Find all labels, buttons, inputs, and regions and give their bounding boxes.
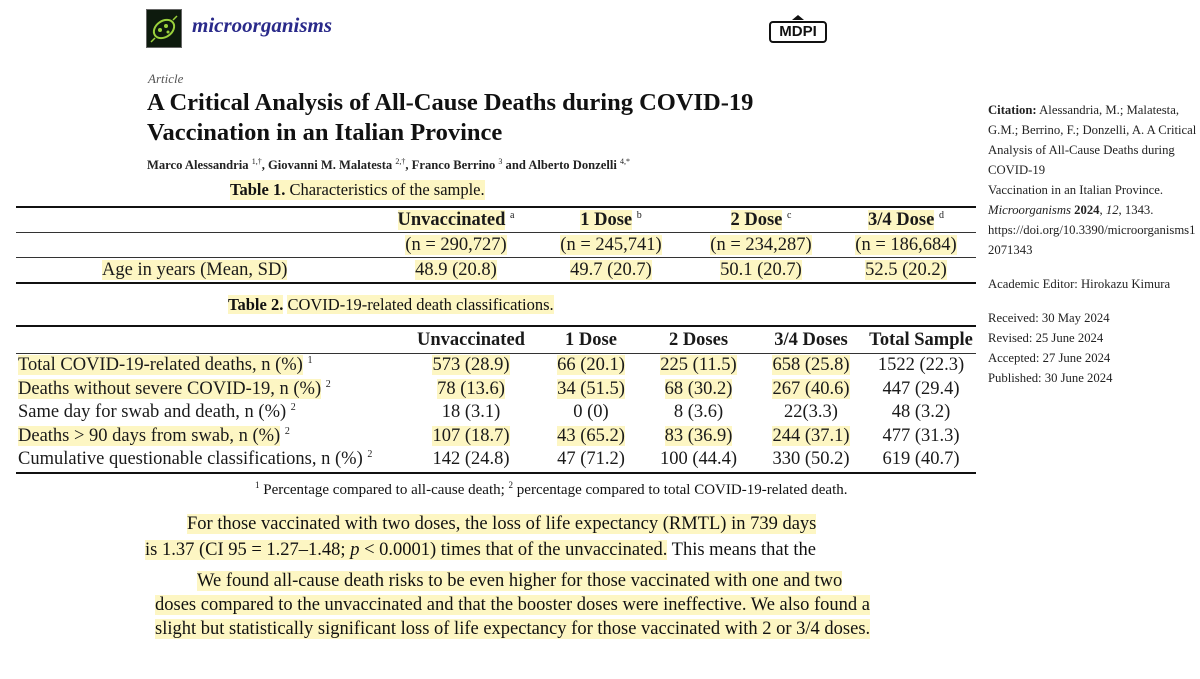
- table2-row-label: [16, 401, 401, 425]
- table2-cell: [866, 448, 976, 473]
- author-name[interactable]: Alberto Donzelli: [528, 158, 617, 173]
- table1-n-row: [16, 233, 976, 258]
- table2-cell: [641, 401, 756, 425]
- table2-footnote: [255, 480, 848, 499]
- cell-value: 477 (31.3): [882, 425, 960, 446]
- citation-label: Citation:: [988, 103, 1037, 117]
- table2-caption-text: COVID-19-related death classifications.: [287, 295, 554, 314]
- cell-value: 83 (36.9): [664, 425, 733, 446]
- table1-cell: [836, 258, 976, 284]
- row-label-text: Deaths without severe COVID-19, n (%): [18, 378, 322, 399]
- author-affil: 2,†: [395, 157, 406, 166]
- table2-row-label: [16, 354, 401, 378]
- cell-value: 48 (3.2): [891, 402, 951, 423]
- table2-col-header: Total Sample: [866, 326, 976, 354]
- author-affil: 1,†: [251, 157, 262, 166]
- date-received: Received: 30 May 2024: [988, 311, 1110, 325]
- citation-pages: 1343.: [1124, 203, 1154, 217]
- table1-n: (n = 186,684): [855, 234, 957, 255]
- publisher-label: MDPI: [779, 23, 817, 40]
- table2-cell: [401, 378, 541, 402]
- table2-cell: [641, 354, 756, 378]
- table1-caption-label: Table 1.: [230, 180, 286, 199]
- citation-journal: Microorganisms: [988, 203, 1071, 217]
- cell-value: 658 (25.8): [772, 355, 850, 376]
- table2-col-header: 3/4 Doses: [756, 326, 866, 354]
- para1-line2c: This means that the: [671, 540, 817, 560]
- table1: [16, 206, 976, 284]
- table1-value: 52.5 (20.2): [865, 259, 947, 280]
- row-sup: 2: [290, 402, 296, 414]
- table1-col-label: Unvaccinated: [397, 209, 506, 230]
- table1-col-sup: d: [938, 209, 944, 221]
- cell-value: 78 (13.6): [437, 378, 505, 399]
- cell-value: 447 (29.4): [882, 378, 960, 399]
- title-line-2: Vaccination in an Italian Province: [147, 119, 503, 146]
- author-list: Marco Alessandria $^{1,\dagger}$, Giovanni M. Malatesta $^{2,\dagger}$, Franco Berrino $^3$ and Alberto Donzelli $^{4,*}$: [147, 157, 630, 173]
- table1-cell: [376, 233, 536, 258]
- article-type: Article: [148, 71, 184, 86]
- table1-col-header: [836, 207, 976, 233]
- table1-n: (n = 234,287): [710, 234, 812, 255]
- row-label-text: Deaths > 90 days from swab, n (%): [18, 425, 281, 446]
- article-title: [147, 88, 753, 148]
- table1-empty: [16, 233, 376, 258]
- table1-cell: [536, 233, 686, 258]
- table2-cell: [756, 378, 866, 402]
- journal-logo: [146, 9, 182, 48]
- table2-header-row: [16, 326, 976, 354]
- author-affil: 4,*: [619, 157, 630, 166]
- cell-value: 34 (51.5): [557, 378, 625, 399]
- table1-value: 48.9 (20.8): [415, 259, 497, 280]
- cell-value: 8 (3.6): [673, 402, 724, 423]
- table2-caption-label: Table 2.: [228, 295, 284, 314]
- date-accepted: Accepted: 27 June 2024: [988, 351, 1111, 365]
- author-name[interactable]: Giovanni M. Malatesta: [268, 158, 393, 173]
- footnote-sup: 1: [255, 480, 260, 490]
- table2-cell: [756, 425, 866, 449]
- para2-text: We found all-cause death risks to be even higher for those vaccinated with one and two doses compared to the unvaccinated and that the booster doses were ineffective. We also found a slight but statistically significant loss of life expectancy for those vaccinated with 2 or 3/4 doses.: [155, 571, 871, 639]
- author-affil: 3: [498, 157, 503, 166]
- cell-value: 18 (3.1): [441, 402, 501, 423]
- table2-cell: [866, 401, 976, 425]
- academic-editor: Academic Editor: Hirokazu Kimura: [988, 277, 1171, 291]
- table1-value: 49.7 (20.7): [570, 259, 652, 280]
- table2-cell: [541, 354, 641, 378]
- table2-col-header: 2 Doses: [641, 326, 756, 354]
- table1-cell: [376, 258, 536, 284]
- article-info-sidebar: [988, 100, 1198, 388]
- table-row: [16, 448, 976, 473]
- table1-col-label: 3/4 Dose: [868, 209, 935, 230]
- table2-cell: [401, 425, 541, 449]
- table1-col-header: [376, 207, 536, 233]
- table2-cell: [866, 378, 976, 402]
- table1-col-label: 2 Dose: [730, 209, 783, 230]
- cell-value: 47 (71.2): [557, 449, 625, 470]
- row-label-text: Cumulative questionable classifications, n (%): [18, 449, 363, 470]
- table-row: [16, 425, 976, 449]
- table2-row-label: [16, 425, 401, 449]
- cell-value: 142 (24.8): [432, 449, 510, 470]
- journal-name[interactable]: microorganisms: [192, 13, 333, 37]
- table1-col-header: [536, 207, 686, 233]
- footnote-text-2: percentage compared to total COVID-19-related death.: [516, 482, 848, 498]
- table1-row-label-text: Age in years (Mean, SD): [102, 259, 288, 280]
- cell-value: 66 (20.1): [557, 355, 625, 376]
- cell-value: 330 (50.2): [772, 449, 850, 470]
- table2-cell: [756, 448, 866, 473]
- table2-cell: [756, 354, 866, 378]
- table1-col-sup: a: [510, 209, 515, 221]
- para1-line2-highlight: [145, 540, 667, 560]
- cell-value: 225 (11.5): [660, 355, 737, 376]
- citation: [988, 100, 1198, 180]
- para1-line2b: < 0.0001) times that of the unvaccinated.: [364, 540, 668, 560]
- footnote-text-1: Percentage compared to all-cause death;: [263, 482, 505, 498]
- table1-row-label: [16, 258, 376, 284]
- table2-cell: [541, 378, 641, 402]
- citation-text: Alessandria, M.; Malatesta, G.M.; Berrino, F.; Donzelli, A. A Critical Analysis of All-Cause Deaths during COVID-19: [988, 103, 1197, 177]
- author-name[interactable]: Marco Alessandria: [147, 158, 249, 173]
- cell-value: 100 (44.4): [659, 449, 738, 470]
- table2-row-label: [16, 448, 401, 473]
- cell-value: 573 (28.9): [432, 355, 510, 376]
- cell-value: 107 (18.7): [432, 425, 510, 446]
- table2-cell: [756, 401, 866, 425]
- para1-line1: For those vaccinated with two doses, the loss of life expectancy (RMTL) in 739 days: [187, 514, 817, 534]
- table1-n: (n = 290,727): [405, 234, 507, 255]
- body-paragraph-2: [155, 569, 880, 641]
- table2-col-header: 1 Dose: [541, 326, 641, 354]
- table2-col-header: Unvaccinated: [401, 326, 541, 354]
- row-sup: 2: [325, 378, 331, 390]
- table2-cell: [641, 425, 756, 449]
- cell-value: 619 (40.7): [882, 449, 960, 470]
- table2-cell: [641, 448, 756, 473]
- row-sup: 1: [307, 355, 313, 367]
- row-label-text: Same day for swab and death, n (%): [18, 402, 287, 423]
- table1-caption-text: Characteristics of the sample.: [289, 180, 485, 199]
- table-row: [16, 378, 976, 402]
- cell-value: 68 (30.2): [664, 378, 733, 399]
- table1-header-row: [16, 207, 976, 233]
- row-sup: 2: [367, 449, 373, 461]
- table1-cell: [836, 233, 976, 258]
- row-sup: 2: [284, 425, 290, 437]
- author-name[interactable]: Franco Berrino: [411, 158, 496, 173]
- footnote-sup: 2: [508, 480, 514, 490]
- p-symbol: p: [350, 540, 360, 560]
- publisher-logo[interactable]: [768, 14, 828, 46]
- table2-cell: [401, 354, 541, 378]
- cell-value: 267 (40.6): [772, 378, 850, 399]
- date-revised: Revised: 25 June 2024: [988, 331, 1104, 345]
- table2-cell: [641, 378, 756, 402]
- table1-cell: [686, 233, 836, 258]
- table1-cell: [686, 258, 836, 284]
- table1-value: 50.1 (20.7): [720, 259, 802, 280]
- table2-cell: [866, 425, 976, 449]
- citation-year: 2024: [1074, 203, 1100, 217]
- table2-cell: [541, 425, 641, 449]
- table2-caption: [228, 295, 554, 315]
- citation-volume: 12: [1105, 203, 1119, 217]
- para1-line2a: is 1.37 (CI 95 = 1.27–1.48;: [145, 540, 346, 560]
- table-row: [16, 401, 976, 425]
- citation-text-2: Vaccination in an Italian Province.: [988, 183, 1164, 197]
- citation-cont: Vaccination in an Italian Province. Microorganisms 2024, 12, 1343.: [988, 183, 1164, 217]
- row-label-text: Total COVID-19-related deaths, n (%): [18, 355, 303, 376]
- cell-value: 244 (37.1): [772, 425, 850, 446]
- cell-value: 0 (0): [573, 402, 609, 423]
- cell-value: 22(3.3): [784, 402, 838, 423]
- title-line-1: A Critical Analysis of All-Cause Deaths during COVID-19: [147, 89, 754, 116]
- table2-cell: [866, 354, 976, 378]
- table2-cell: [401, 401, 541, 425]
- body-paragraph-1: [145, 511, 865, 563]
- table1-col-sup: b: [636, 209, 642, 221]
- table2-corner: [16, 326, 401, 354]
- table2: [16, 325, 976, 474]
- table1-corner: [16, 207, 376, 233]
- table1-col-header: [686, 207, 836, 233]
- table1-col-sup: c: [787, 209, 792, 221]
- table-row: [16, 354, 976, 378]
- table1-cell: [536, 258, 686, 284]
- doi-link[interactable]: https://doi.org/10.3390/microorganisms12071343: [988, 223, 1196, 257]
- table2-cell: [541, 401, 641, 425]
- table1-n: (n = 245,741): [560, 234, 662, 255]
- table1-col-label: 1 Dose: [580, 209, 633, 230]
- table2-cell: [401, 448, 541, 473]
- table1-row: [16, 258, 976, 284]
- table1-caption: [230, 180, 485, 200]
- table2-cell: [541, 448, 641, 473]
- cell-value: 1522 (22.3): [877, 355, 965, 376]
- table2-row-label: [16, 378, 401, 402]
- cell-value: 43 (65.2): [557, 425, 625, 446]
- date-published: Published: 30 June 2024: [988, 371, 1113, 385]
